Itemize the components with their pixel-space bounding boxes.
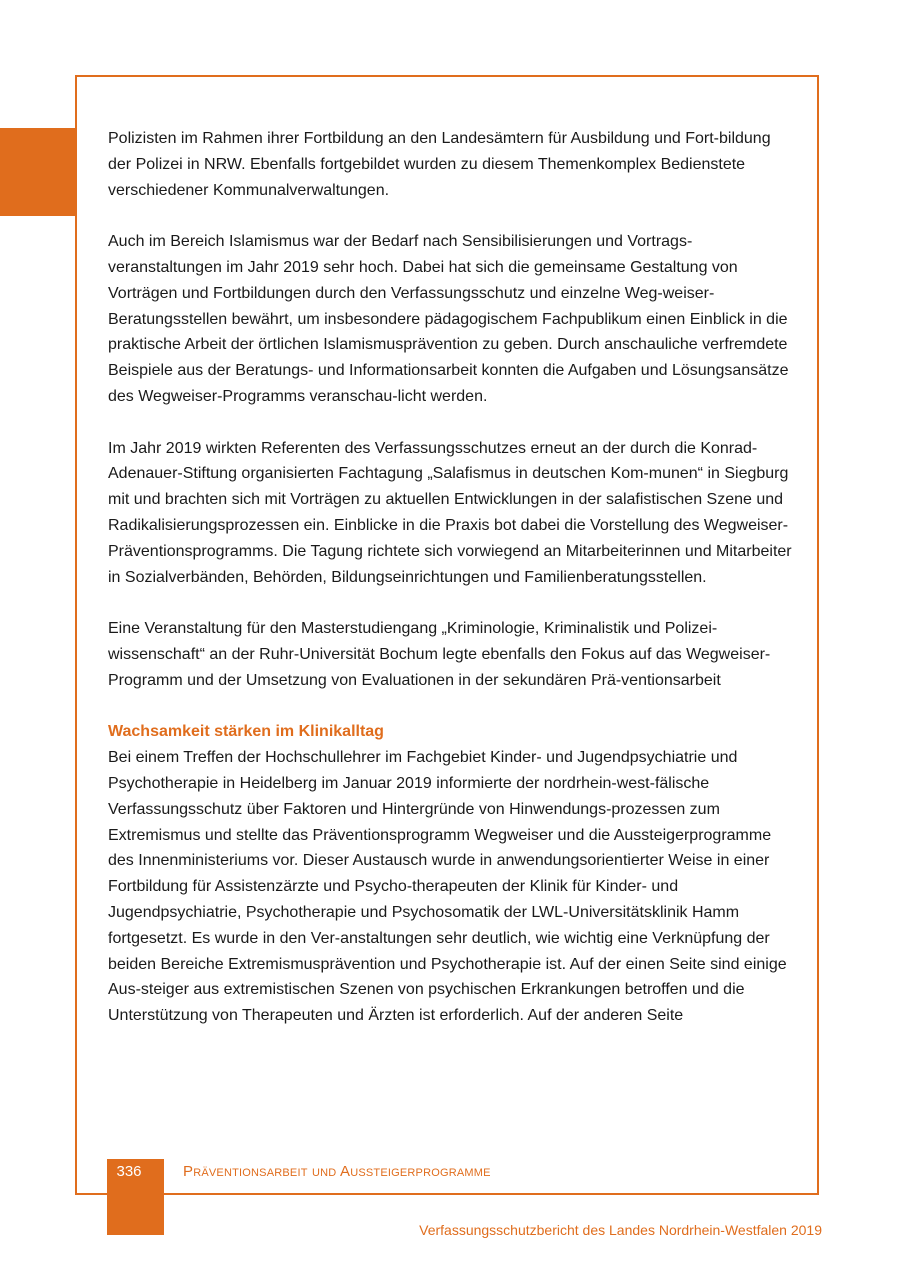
page-number: 336 <box>116 1163 142 1180</box>
paragraph-4: Eine Veranstaltung für den Masterstudiengang „Kriminologie, Kriminalistik und Polizei-wissenschaft“ an der Ruhr-Universität Bochum legte ebenfalls den Fokus auf das Wegweiser-Programm und der Umsetzung von Evaluationen in der sekundären Prä-ventionsarbeit <box>108 620 771 689</box>
section-paragraph: Bei einem Treffen der Hochschullehrer im Fachgebiet Kinder- und Jugendpsychiatrie und Psychotherapie in Heidelberg im Januar 2019 informierte der nordrhein-west-fälische Verfassungsschutz über Faktoren und Hintergründe von Hinwendungs-prozessen zum Extremismus und stellte das Präventionsprogramm Wegweiser und die Aussteigerprogramme des Innenministeriums vor. Dieser Austausch wurde in anwendungsorientierter Weise in einer Fortbildung für Assistenzärzte und Psycho-therapeuten der Klinik für Kinder- und Jugendpsychiatrie, Psychotherapie und Psychosomatik der LWL-Universitätsklinik Hamm fortgesetzt. Es wurde in den Ver-anstaltungen sehr deutlich, wie wichtig eine Verknüpfung der beiden Bereiche Extremismusprävention und Psychotherapie ist. Auf der einen Seite sind einige Aus-steiger aus extremistischen Szenen von psychischen Erkrankungen betroffen und die Unterstützung von Therapeuten und Ärzten ist erforderlich. Auf der anderen Seite <box>108 749 787 1025</box>
side-tab-marker <box>0 128 76 216</box>
paragraph-1: Polizisten im Rahmen ihrer Fortbildung an den Landesämtern für Ausbildung und Fort-bildung der Polizei in NRW. Ebenfalls fortgebildet wurden zu diesem Themenkomplex Bedienstete verschiedener Kommunalverwaltungen. <box>108 130 771 199</box>
section-heading: Wachsamkeit stärken im Klinikalltag <box>108 723 384 741</box>
main-text <box>108 126 798 1029</box>
publication-footer: Verfassungsschutzbericht des Landes Nordrhein-Westfalen 2019 <box>419 1222 822 1238</box>
running-title: Präventionsarbeit und Aussteigerprogramme <box>183 1163 491 1180</box>
paragraph-3: Im Jahr 2019 wirkten Referenten des Verfassungsschutzes erneut an der durch die Konrad-Adenauer-Stiftung organisierten Fachtagung „Salafismus in deutschen Kom-munen“ in Siegburg mit und brachten sich mit Vorträgen zu aktuellen Entwicklungen in der salafistischen Szene und Radikalisierungsprozessen ein. Einblicke in die Praxis bot dabei die Vorstellung des Wegweiser-Präventionsprogramms. Die Tagung richtete sich vorwiegend an Mitarbeiterinnen und Mitarbeiter in Sozialverbänden, Behörden, Bildungseinrichtungen und Familienberatungsstellen. <box>108 439 792 586</box>
paragraph-2: Auch im Bereich Islamismus war der Bedarf nach Sensibilisierungen und Vortrags-veranstaltungen im Jahr 2019 sehr hoch. Dabei hat sich die gemeinsame Gestaltung von Vorträgen und Fortbildungen durch den Verfassungsschutz und einzelne Weg-weiser-Beratungsstellen bewährt, um insbesondere pädagogischem Fachpublikum einen Einblick in die praktische Arbeit der örtlichen Islamismusprävention zu geben. Durch anschauliche verfremdete Beispiele aus der Beratungs- und Informationsarbeit konnten die Aufgaben und Lösungsansätze des Wegweiser-Programms veranschau-licht werden. <box>108 233 789 405</box>
